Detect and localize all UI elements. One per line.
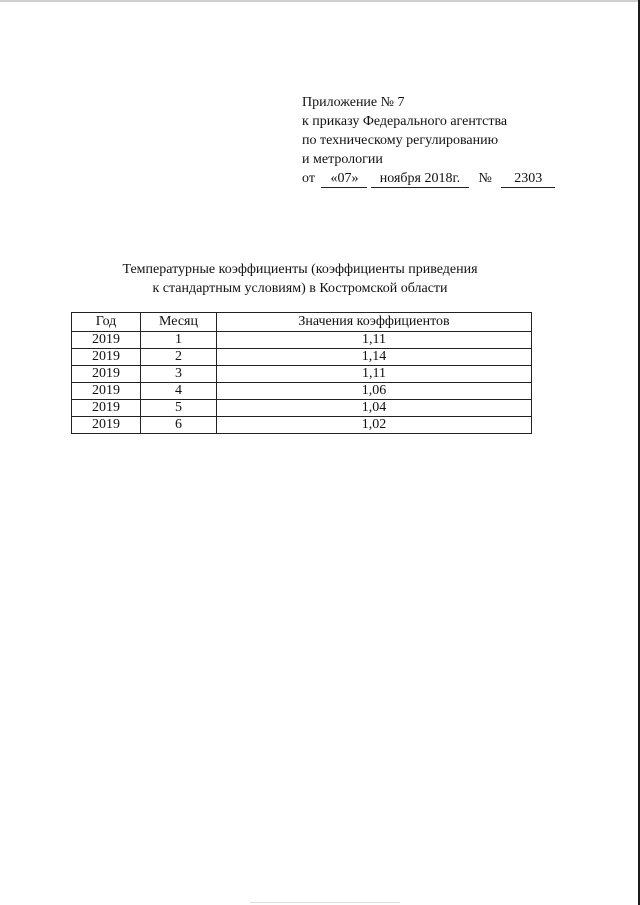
table-header-row <box>72 313 532 332</box>
date-prefix: от <box>302 171 315 186</box>
scan-edge-bottom <box>250 902 400 903</box>
cell-value: 1,06 <box>217 383 532 400</box>
appendix-agency-line: по техническому регулированию <box>302 133 499 148</box>
cell-year: 2019 <box>72 417 141 434</box>
cell-month: 3 <box>141 366 217 383</box>
number-sign: № <box>478 171 492 186</box>
cell-value: 1,04 <box>217 400 532 417</box>
cell-value: 1,14 <box>217 349 532 366</box>
coefficients-table <box>71 312 532 434</box>
cell-value: 1,11 <box>217 366 532 383</box>
title-line-2: к стандартным условиям) в Костромской области <box>152 281 448 296</box>
appendix-metrology-line: и метрологии <box>302 152 383 167</box>
header-year: Год <box>72 313 141 332</box>
table-row <box>72 366 532 383</box>
cell-month: 4 <box>141 383 217 400</box>
cell-month: 5 <box>141 400 217 417</box>
table-row <box>72 349 532 366</box>
document-title <box>70 260 530 298</box>
table-row <box>72 383 532 400</box>
title-line-1: Температурные коэффициенты (коэффициенты приведения <box>122 262 478 277</box>
appendix-date-line <box>302 169 622 188</box>
cell-year: 2019 <box>72 349 141 366</box>
date-day: «07» <box>321 170 367 188</box>
cell-month: 1 <box>141 332 217 349</box>
order-number: 2303 <box>501 170 555 188</box>
cell-month: 2 <box>141 349 217 366</box>
cell-month: 6 <box>141 417 217 434</box>
cell-year: 2019 <box>72 366 141 383</box>
header-values: Значения коэффициентов <box>217 313 532 332</box>
cell-value: 1,02 <box>217 417 532 434</box>
table-row <box>72 332 532 349</box>
table-row <box>72 417 532 434</box>
cell-year: 2019 <box>72 383 141 400</box>
cell-year: 2019 <box>72 332 141 349</box>
scan-edge-top <box>0 0 640 2</box>
appendix-order-line: к приказу Федерального агентства <box>302 114 508 129</box>
date-month-year: ноября 2018г. <box>371 170 469 188</box>
table-row <box>72 400 532 417</box>
appendix-title: Приложение № 7 <box>302 95 405 110</box>
appendix-block <box>302 93 622 188</box>
cell-value: 1,11 <box>217 332 532 349</box>
header-month: Месяц <box>141 313 217 332</box>
cell-year: 2019 <box>72 400 141 417</box>
